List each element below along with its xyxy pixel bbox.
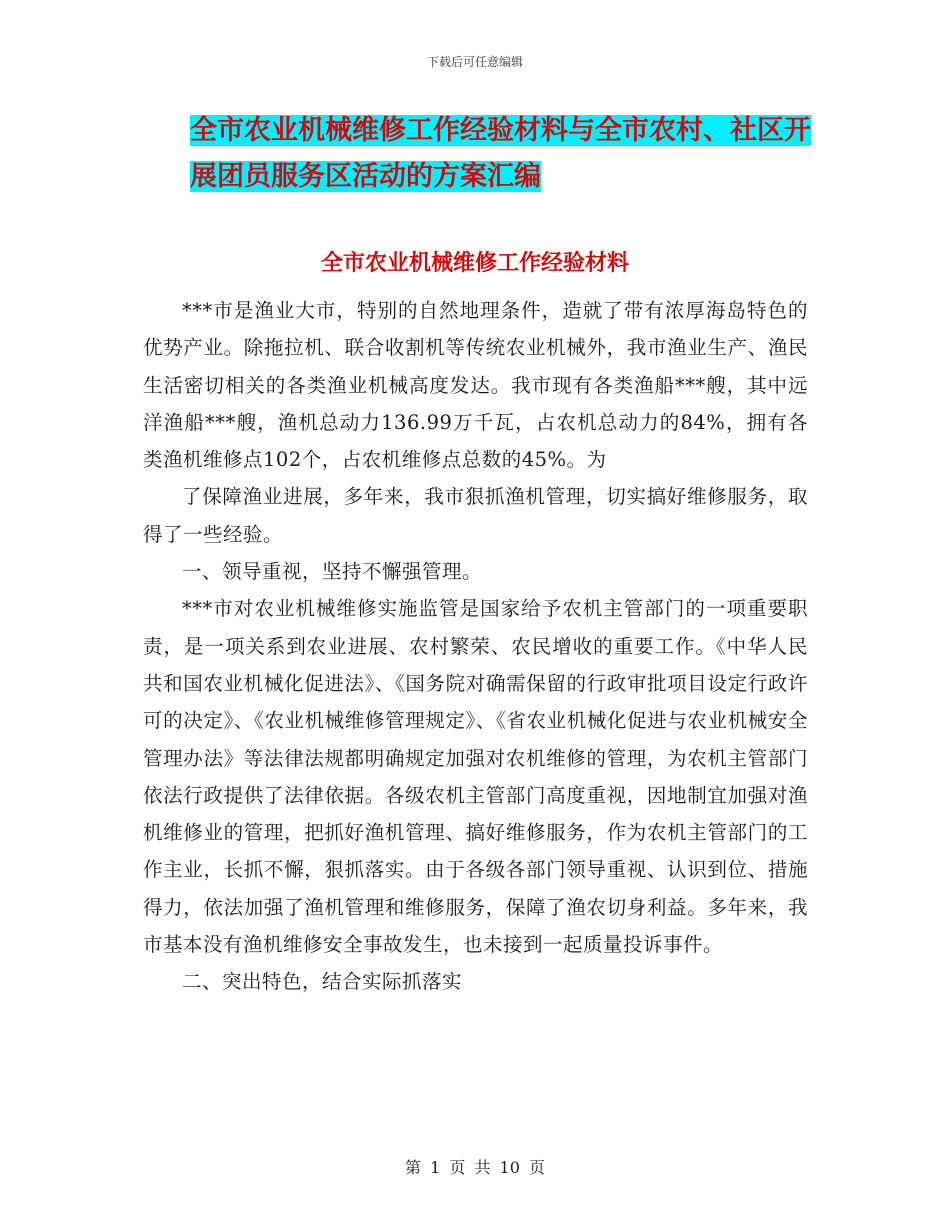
paragraph-intro: ***市是渔业大市，特别的自然地理条件，造就了带有浓厚海岛特色的优势产业。除拖拉机、联合收割机等传统农业机械外，我市渔业生产、渔民生活密切相关的各类渔业机械高度发达。我市现有各类渔船***艘，其中远洋渔船***艘，渔机总动力136.99万千瓦，占农机总动力的84%，拥有各类渔机维修点102个，占农机维修点总数的45%。为 xyxy=(143,299,808,472)
paragraph-continuation: 了保障渔业进展，多年来，我市狠抓渔机管理，切实搞好维修服务，取得了一些经验。 xyxy=(143,485,808,546)
section-title: 全市农业机械维修工作经验材料 xyxy=(320,251,629,276)
heading-two: 二、突出特色，结合实际抓落实 xyxy=(182,970,463,994)
page-number: 第 1 页 共 10 页 xyxy=(405,1158,545,1177)
paragraph-management: ***市对农业机械维修实施监管是国家给予农机主管部门的一项重要职责，是一项关系到农业进展、农村繁荣、农民增收的重要工作。《中华人民共和国农业机械化促进法》、《国务院对确需保留的行政审批项目设定行政许可的决定》、《农业机械维修管理规定》、《省农业机械化促进与农业机械安全管理办法》等法律法规都明确规定加强对农机维修的管理，为农机主管部门依法行政提供了法律依据。各级农机主管部门高度重视，因地制宜加强对渔机维修业的管理，把抓好渔机管理、搞好维修服务，作为农机主管部门的工作主业，长抓不懈，狠抓落实。由于各级各部门领导重视、认识到位、措施得力，依法加强了渔机管理和维修服务，保障了渔农切身利益。多年来，我市基本没有渔机维修安全事故发生，也未接到一起质量投诉事件。 xyxy=(143,597,808,957)
header-note: 下载后可任意编辑 xyxy=(426,55,523,69)
body-text xyxy=(143,292,808,1001)
title-line-1: 全市农业机械维修工作经验材料与全市农村、社区开 xyxy=(190,115,811,146)
title-line-2: 展团员服务区活动的方案汇编 xyxy=(190,161,541,192)
document-title xyxy=(190,108,810,200)
heading-one: 一、领导重视，坚持不懈强管理。 xyxy=(182,560,483,584)
